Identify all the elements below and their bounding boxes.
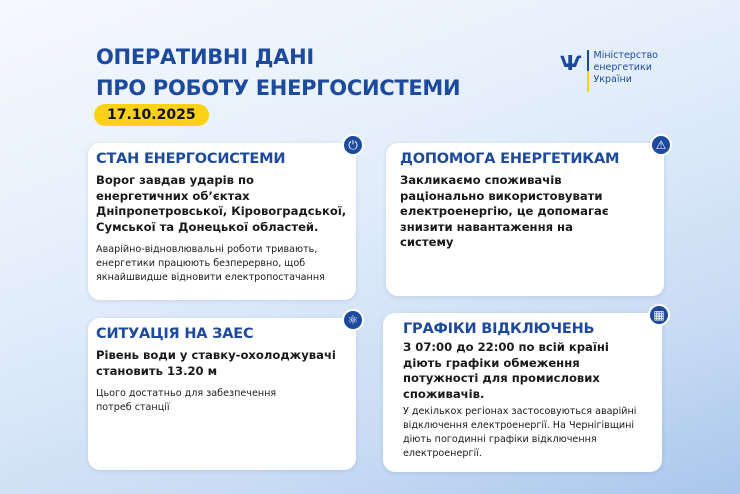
card-title: СТАН ЕНЕРГОСИСТЕМИ	[96, 151, 286, 167]
title-line-1: ОПЕРАТИВНІ ДАНІ	[96, 45, 314, 69]
date-badge: 17.10.2025	[94, 104, 209, 126]
page-title	[96, 42, 460, 104]
card-outage-schedules	[383, 308, 665, 472]
card-title: СИТУАЦІЯ НА ЗАЕС	[96, 326, 254, 342]
warning-icon: ⚠	[650, 134, 672, 156]
schedule-icon: ▦	[648, 304, 670, 326]
card-sub-text: У декількох регіонах застосовуються аварійні відключення електроенергії. На Чернігівщині діють погодинні графіки відключення електроенергії.	[403, 406, 637, 459]
card-help-energy-workers	[386, 138, 667, 296]
card-title: ДОПОМОГА ЕНЕРГЕТИКАМ	[400, 151, 620, 167]
card-title: ГРАФІКИ ВІДКЛЮЧЕНЬ	[403, 321, 595, 337]
card-main-text: Ворог завдав ударів по енергетичних об’єктах Дніпропетровської, Кіровоградської, Сумської та Донецької областей.	[96, 173, 347, 234]
logo-line-1: Міністерство	[593, 50, 658, 61]
card-main-text: Рівень води у ставку-охолоджувачі становить 13.20 м	[96, 348, 336, 378]
card-main-text: З 07:00 до 22:00 по всій країні діють графіки обмеження потужності для промислових споживачів.	[403, 340, 609, 401]
logo-line-2: енергетики	[593, 62, 652, 73]
trident-icon: Ѱ	[560, 51, 582, 75]
card-main-text: Закликаємо споживачів раціонально використовувати електроенергію, це допомагає знизити навантаження на систему	[400, 173, 609, 249]
title-line-2: ПРО РОБОТУ ЕНЕРГОСИСТЕМИ	[96, 76, 461, 100]
power-plug-icon: ⏻	[342, 134, 364, 156]
card-zaes-situation	[88, 313, 359, 470]
ministry-logo	[560, 50, 658, 92]
card-sub-text: Аварійно-відновлювальні роботи тривають, енергетики працюють безперервно, щоб якнайшвидше відновити електропостачання	[96, 244, 325, 283]
flag-divider	[587, 50, 589, 92]
atom-icon: ⚛	[342, 309, 364, 331]
logo-line-3: України	[593, 74, 632, 85]
card-energy-system-status	[88, 137, 358, 300]
card-sub-text: Цього достатньо для забезпечення потреб станції	[96, 388, 277, 413]
